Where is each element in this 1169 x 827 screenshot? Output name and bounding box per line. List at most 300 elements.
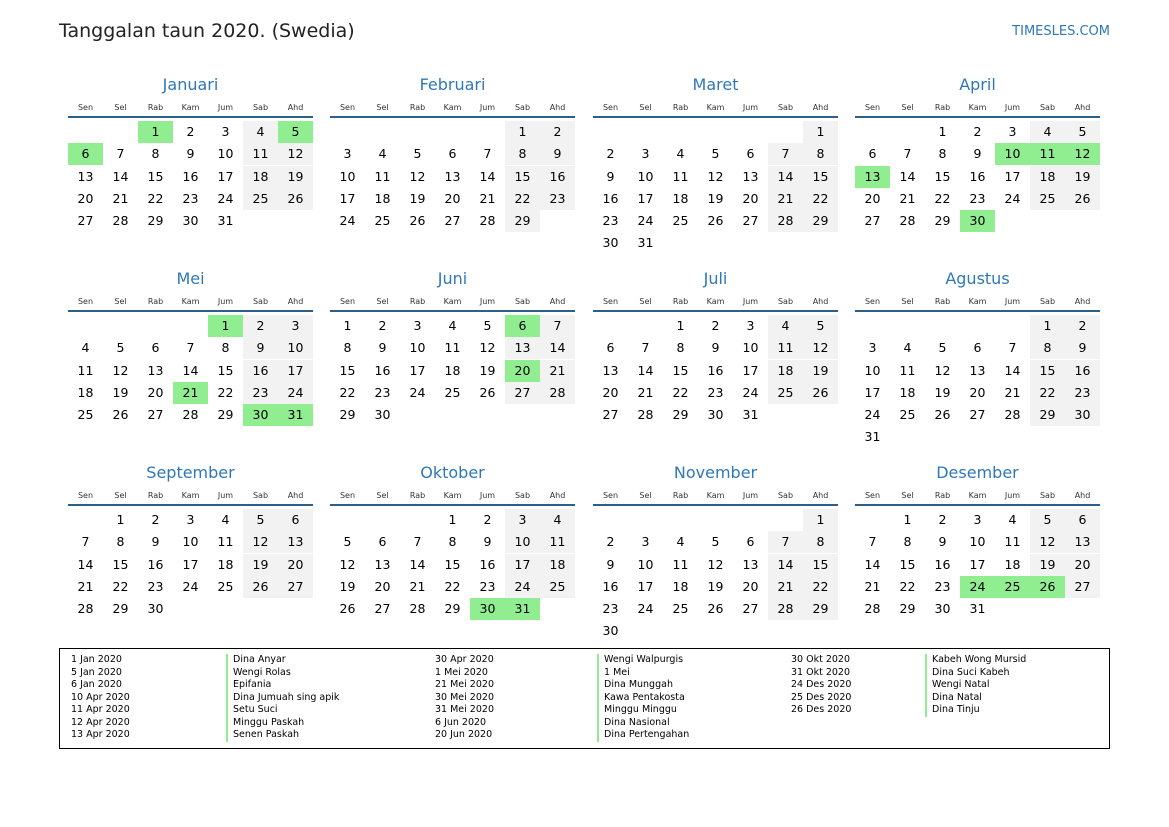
weekday-header: Jum bbox=[479, 103, 496, 112]
holiday-name: Dina Pertengahan bbox=[597, 729, 689, 742]
day-cell: 11 bbox=[77, 362, 94, 378]
day-cell: 19 bbox=[278, 166, 313, 188]
month-header-rule bbox=[593, 310, 838, 312]
day-cell: 19 bbox=[707, 578, 724, 594]
weekday-header: Sen bbox=[602, 491, 619, 500]
day-cell: 28 bbox=[540, 382, 575, 404]
weekday-header: Jum bbox=[742, 491, 759, 500]
weekday-header: Rab bbox=[934, 297, 951, 306]
day-cell: 4 bbox=[676, 146, 685, 162]
day-cell: 6 bbox=[448, 146, 457, 162]
weekday-header: Sen bbox=[339, 491, 356, 500]
weekday-header: Sel bbox=[901, 297, 914, 306]
day-cell: 3 bbox=[413, 318, 422, 333]
day-cell: 9 bbox=[973, 146, 982, 162]
day-cell: 12 bbox=[112, 362, 129, 378]
weekday-header: Sel bbox=[114, 103, 127, 112]
month-name: Maret bbox=[692, 75, 739, 94]
month-header-rule bbox=[593, 504, 838, 506]
day-cell: 18 bbox=[243, 166, 278, 188]
day-cell: 18 bbox=[1030, 166, 1065, 188]
day-cell: 17 bbox=[864, 384, 881, 400]
holiday-day-cell: 21 bbox=[173, 382, 208, 404]
day-cell: 28 bbox=[77, 601, 94, 616]
holiday-date: 13 Apr 2020 bbox=[71, 729, 130, 740]
day-cell: 25 bbox=[1030, 188, 1065, 210]
day-cell: 21 bbox=[899, 190, 916, 206]
day-cell: 3 bbox=[186, 512, 195, 527]
day-cell: 14 bbox=[182, 362, 199, 378]
weekday-header: Sen bbox=[77, 297, 94, 306]
day-cell: 12 bbox=[803, 337, 838, 359]
day-cell: 16 bbox=[243, 360, 278, 382]
month-name: Juni bbox=[437, 269, 468, 288]
day-cell: 10 bbox=[409, 340, 426, 356]
day-cell: 14 bbox=[77, 556, 94, 572]
day-cell: 16 bbox=[602, 578, 619, 594]
day-cell: 21 bbox=[637, 384, 654, 400]
day-cell: 4 bbox=[243, 121, 278, 143]
day-cell: 24 bbox=[339, 213, 356, 228]
day-cell: 26 bbox=[1065, 188, 1100, 210]
day-cell: 22 bbox=[672, 384, 689, 400]
holiday-date: 20 Jun 2020 bbox=[435, 729, 493, 740]
holiday-day-cell: 6 bbox=[505, 315, 540, 337]
holiday-dates-col-1 bbox=[71, 654, 130, 742]
holiday-date: 31 Mei 2020 bbox=[435, 704, 494, 715]
weekday-header: Jum bbox=[479, 297, 496, 306]
day-cell: 25 bbox=[374, 213, 391, 228]
month-header-rule bbox=[330, 116, 575, 118]
weekday-header: Jum bbox=[1004, 297, 1021, 306]
month-header-rule bbox=[68, 504, 313, 506]
holiday-day-cell: 31 bbox=[505, 598, 540, 620]
day-cell: 28 bbox=[864, 601, 881, 616]
day-cell: 7 bbox=[540, 315, 575, 337]
day-cell: 7 bbox=[641, 340, 650, 356]
day-cell: 4 bbox=[378, 146, 387, 162]
day-cell: 5 bbox=[711, 534, 720, 550]
day-cell: 22 bbox=[1030, 382, 1065, 404]
day-cell: 27 bbox=[969, 407, 986, 422]
holiday-day-cell: 5 bbox=[278, 121, 313, 143]
weekday-header: Kam bbox=[706, 103, 725, 112]
day-cell: 18 bbox=[374, 190, 391, 206]
day-cell: 23 bbox=[243, 382, 278, 404]
day-cell: 25 bbox=[217, 578, 234, 594]
day-cell: 20 bbox=[278, 554, 313, 576]
weekday-header: Rab bbox=[409, 103, 426, 112]
day-cell: 19 bbox=[112, 384, 129, 400]
day-cell: 27 bbox=[742, 213, 759, 228]
month-header-rule bbox=[330, 310, 575, 312]
day-cell: 13 bbox=[147, 362, 164, 378]
weekday-header: Kam bbox=[443, 103, 462, 112]
day-cell: 4 bbox=[448, 318, 457, 333]
holiday-day-cell: 30 bbox=[243, 404, 278, 426]
day-cell: 9 bbox=[243, 337, 278, 359]
day-cell: 6 bbox=[278, 509, 313, 531]
day-cell: 25 bbox=[672, 213, 689, 228]
day-cell: 13 bbox=[969, 362, 986, 378]
holiday-name: Wengi Walpurgis bbox=[597, 654, 689, 667]
day-cell: 11 bbox=[672, 556, 689, 572]
day-cell: 23 bbox=[540, 188, 575, 210]
day-cell: 9 bbox=[151, 534, 160, 550]
day-cell: 23 bbox=[602, 601, 619, 616]
day-cell: 19 bbox=[934, 384, 951, 400]
weekday-header: Ahd bbox=[549, 297, 566, 306]
day-cell: 10 bbox=[278, 337, 313, 359]
day-cell: 23 bbox=[934, 578, 951, 594]
day-cell: 25 bbox=[77, 407, 94, 422]
day-cell: 7 bbox=[768, 143, 803, 165]
weekday-header: Sen bbox=[602, 297, 619, 306]
day-cell: 24 bbox=[217, 190, 234, 206]
month-name: September bbox=[146, 463, 235, 482]
day-cell: 26 bbox=[934, 407, 951, 422]
day-cell: 7 bbox=[186, 340, 195, 356]
day-cell: 25 bbox=[243, 188, 278, 210]
day-cell: 10 bbox=[182, 534, 199, 550]
day-cell: 29 bbox=[147, 213, 164, 228]
day-cell: 8 bbox=[803, 143, 838, 165]
holiday-name: Dina Anyar bbox=[226, 654, 339, 667]
day-cell: 30 bbox=[1065, 404, 1100, 426]
weekday-header: Ahd bbox=[287, 297, 304, 306]
day-cell: 2 bbox=[1065, 315, 1100, 337]
holiday-date: 6 Jan 2020 bbox=[71, 679, 122, 690]
day-cell: 27 bbox=[147, 407, 164, 422]
day-cell: 14 bbox=[864, 556, 881, 572]
day-cell: 31 bbox=[217, 213, 234, 228]
day-cell: 28 bbox=[899, 213, 916, 228]
day-cell: 26 bbox=[409, 213, 426, 228]
day-cell: 21 bbox=[768, 576, 803, 598]
holiday-name: Dina Natal bbox=[925, 692, 1026, 705]
weekday-header: Jum bbox=[1004, 103, 1021, 112]
holiday-date: 1 Jan 2020 bbox=[71, 654, 122, 665]
day-cell: 15 bbox=[899, 556, 916, 572]
day-cell: 25 bbox=[444, 384, 461, 400]
weekday-header: Sel bbox=[114, 491, 127, 500]
day-cell: 28 bbox=[112, 213, 129, 228]
weekday-header: Ahd bbox=[549, 103, 566, 112]
day-cell: 12 bbox=[1030, 531, 1065, 553]
day-cell: 18 bbox=[1004, 556, 1021, 572]
day-cell: 20 bbox=[77, 190, 94, 206]
weekday-header: Sel bbox=[376, 297, 389, 306]
day-cell: 16 bbox=[969, 168, 986, 184]
holiday-dates-col-2 bbox=[435, 654, 494, 742]
day-cell: 7 bbox=[483, 146, 492, 162]
day-cell: 21 bbox=[77, 578, 94, 594]
day-cell: 9 bbox=[378, 340, 387, 356]
weekday-header: Rab bbox=[409, 297, 426, 306]
day-cell: 4 bbox=[221, 512, 230, 527]
holiday-name: Kawa Pentakosta bbox=[597, 692, 689, 705]
weekday-header: Sen bbox=[77, 103, 94, 112]
day-cell: 4 bbox=[903, 340, 912, 356]
day-cell: 10 bbox=[339, 168, 356, 184]
day-cell: 31 bbox=[637, 235, 654, 251]
month-name: Juli bbox=[703, 269, 728, 288]
holiday-name: Setu Suci bbox=[226, 704, 339, 717]
day-cell: 15 bbox=[444, 556, 461, 572]
day-cell: 18 bbox=[444, 362, 461, 378]
day-cell: 1 bbox=[803, 121, 838, 143]
day-cell: 26 bbox=[243, 576, 278, 598]
day-cell: 16 bbox=[147, 556, 164, 572]
weekday-header: Rab bbox=[672, 103, 689, 112]
day-cell: 29 bbox=[803, 210, 838, 232]
day-cell: 10 bbox=[637, 168, 654, 184]
weekday-header: Sen bbox=[77, 491, 94, 500]
day-cell: 8 bbox=[343, 340, 352, 356]
day-cell: 2 bbox=[243, 315, 278, 337]
day-cell: 17 bbox=[1004, 168, 1021, 184]
day-cell: 17 bbox=[339, 190, 356, 206]
day-cell: 20 bbox=[742, 578, 759, 594]
day-cell: 30 bbox=[602, 623, 619, 639]
holiday-name: Minggu Paskah bbox=[226, 717, 339, 730]
holiday-day-cell: 11 bbox=[1030, 143, 1065, 165]
holiday-list bbox=[59, 648, 1110, 749]
day-cell: 27 bbox=[1065, 576, 1100, 598]
day-cell: 9 bbox=[606, 556, 615, 572]
day-cell: 14 bbox=[112, 168, 129, 184]
day-cell: 31 bbox=[742, 407, 759, 422]
day-cell: 15 bbox=[112, 556, 129, 572]
day-cell: 16 bbox=[182, 168, 199, 184]
month-header-rule bbox=[593, 116, 838, 118]
day-cell: 27 bbox=[864, 213, 881, 228]
day-cell: 28 bbox=[479, 213, 496, 228]
day-cell: 16 bbox=[374, 362, 391, 378]
day-cell: 28 bbox=[1004, 407, 1021, 422]
day-cell: 1 bbox=[448, 512, 457, 527]
day-cell: 19 bbox=[707, 190, 724, 206]
weekday-header: Sab bbox=[514, 103, 531, 112]
day-cell: 13 bbox=[374, 556, 391, 572]
day-cell: 8 bbox=[903, 534, 912, 550]
day-cell: 27 bbox=[742, 601, 759, 616]
day-cell: 13 bbox=[278, 531, 313, 553]
day-cell: 26 bbox=[707, 601, 724, 616]
day-cell: 10 bbox=[742, 340, 759, 356]
day-cell: 29 bbox=[672, 407, 689, 422]
day-cell: 1 bbox=[1030, 315, 1065, 337]
day-cell: 20 bbox=[147, 384, 164, 400]
weekday-header: Kam bbox=[181, 297, 200, 306]
day-cell: 16 bbox=[602, 190, 619, 206]
weekday-header: Rab bbox=[147, 491, 164, 500]
brand-link[interactable]: TIMESLES.COM bbox=[1012, 24, 1110, 39]
weekday-header: Sen bbox=[602, 103, 619, 112]
day-cell: 12 bbox=[934, 362, 951, 378]
day-cell: 27 bbox=[444, 213, 461, 228]
day-cell: 8 bbox=[448, 534, 457, 550]
holiday-date: 31 Okt 2020 bbox=[791, 666, 851, 678]
day-cell: 23 bbox=[182, 190, 199, 206]
day-cell: 22 bbox=[147, 190, 164, 206]
day-cell: 26 bbox=[479, 384, 496, 400]
day-cell: 29 bbox=[934, 213, 951, 228]
day-cell: 2 bbox=[483, 512, 492, 527]
day-cell: 19 bbox=[1030, 554, 1065, 576]
weekday-header: Jum bbox=[217, 297, 234, 306]
holiday-date: 24 Des 2020 bbox=[791, 679, 852, 690]
day-cell: 18 bbox=[672, 578, 689, 594]
day-cell: 6 bbox=[151, 340, 160, 356]
weekday-header: Sab bbox=[777, 297, 794, 306]
day-cell: 10 bbox=[217, 146, 234, 162]
day-cell: 19 bbox=[1065, 166, 1100, 188]
day-cell: 17 bbox=[969, 556, 986, 572]
holiday-date: 1 Mei 2020 bbox=[435, 666, 488, 678]
day-cell: 30 bbox=[934, 601, 951, 616]
day-cell: 9 bbox=[938, 534, 947, 550]
weekday-header: Jum bbox=[217, 103, 234, 112]
day-cell: 14 bbox=[1004, 362, 1021, 378]
day-cell: 17 bbox=[742, 362, 759, 378]
day-cell: 5 bbox=[413, 146, 422, 162]
day-cell: 20 bbox=[602, 384, 619, 400]
day-cell: 19 bbox=[243, 554, 278, 576]
day-cell: 13 bbox=[444, 168, 461, 184]
holiday-date: 30 Apr 2020 bbox=[435, 654, 494, 665]
holiday-day-cell: 26 bbox=[1030, 576, 1065, 598]
day-cell: 7 bbox=[413, 534, 422, 550]
day-cell: 3 bbox=[641, 146, 650, 162]
day-cell: 10 bbox=[637, 556, 654, 572]
day-cell: 8 bbox=[803, 531, 838, 553]
day-cell: 26 bbox=[707, 213, 724, 228]
day-cell: 1 bbox=[903, 512, 912, 527]
day-cell: 13 bbox=[505, 337, 540, 359]
holiday-day-cell: 1 bbox=[138, 121, 173, 143]
day-cell: 3 bbox=[746, 318, 755, 333]
month-header-rule bbox=[855, 116, 1100, 118]
day-cell: 4 bbox=[676, 534, 685, 550]
holiday-day-cell: 12 bbox=[1065, 143, 1100, 165]
day-cell: 16 bbox=[934, 556, 951, 572]
day-cell: 11 bbox=[374, 168, 391, 184]
day-cell: 1 bbox=[803, 509, 838, 531]
holiday-name: Kabeh Wong Mursid bbox=[925, 654, 1026, 667]
day-cell: 23 bbox=[602, 213, 619, 228]
day-cell: 21 bbox=[479, 190, 496, 206]
day-cell: 8 bbox=[116, 534, 125, 550]
weekday-header: Sel bbox=[376, 103, 389, 112]
day-cell: 6 bbox=[746, 534, 755, 550]
weekday-header: Sen bbox=[864, 103, 881, 112]
day-cell: 14 bbox=[899, 168, 916, 184]
day-cell: 14 bbox=[637, 362, 654, 378]
weekday-header: Rab bbox=[672, 297, 689, 306]
day-cell: 10 bbox=[969, 534, 986, 550]
day-cell: 7 bbox=[868, 534, 877, 550]
holiday-day-cell: 6 bbox=[68, 143, 103, 165]
day-cell: 15 bbox=[803, 166, 838, 188]
day-cell: 5 bbox=[803, 315, 838, 337]
holiday-date: 12 Apr 2020 bbox=[71, 716, 130, 728]
day-cell: 21 bbox=[409, 578, 426, 594]
day-cell: 23 bbox=[969, 190, 986, 206]
weekday-header: Kam bbox=[968, 103, 987, 112]
day-cell: 10 bbox=[864, 362, 881, 378]
day-cell: 5 bbox=[1030, 509, 1065, 531]
day-cell: 4 bbox=[540, 509, 575, 531]
day-cell: 25 bbox=[768, 382, 803, 404]
day-cell: 3 bbox=[278, 315, 313, 337]
day-cell: 22 bbox=[444, 578, 461, 594]
day-cell: 1 bbox=[938, 124, 947, 139]
day-cell: 24 bbox=[409, 384, 426, 400]
day-cell: 18 bbox=[672, 190, 689, 206]
day-cell: 29 bbox=[112, 601, 129, 616]
day-cell: 1 bbox=[676, 318, 685, 333]
day-cell: 24 bbox=[278, 382, 313, 404]
day-cell: 27 bbox=[602, 407, 619, 422]
weekday-header: Kam bbox=[181, 103, 200, 112]
holiday-name: 1 Mei bbox=[597, 667, 689, 680]
holiday-day-cell: 30 bbox=[470, 598, 505, 620]
day-cell: 24 bbox=[1004, 190, 1021, 206]
weekday-header: Kam bbox=[443, 297, 462, 306]
day-cell: 7 bbox=[1008, 340, 1017, 356]
holiday-day-cell: 25 bbox=[995, 576, 1030, 598]
holiday-date: 5 Jan 2020 bbox=[71, 666, 122, 678]
day-cell: 3 bbox=[221, 124, 230, 139]
day-cell: 5 bbox=[711, 146, 720, 162]
holiday-name: Senen Paskah bbox=[226, 729, 339, 742]
day-cell: 11 bbox=[768, 337, 803, 359]
holiday-date: 25 Des 2020 bbox=[791, 691, 852, 703]
day-cell: 25 bbox=[672, 601, 689, 616]
weekday-header: Rab bbox=[934, 103, 951, 112]
day-cell: 3 bbox=[641, 534, 650, 550]
day-cell: 6 bbox=[378, 534, 387, 550]
day-cell: 18 bbox=[768, 360, 803, 382]
day-cell: 19 bbox=[479, 362, 496, 378]
holiday-day-cell: 20 bbox=[505, 360, 540, 382]
holiday-day-cell: 30 bbox=[960, 210, 995, 232]
day-cell: 24 bbox=[505, 576, 540, 598]
day-cell: 22 bbox=[803, 188, 838, 210]
weekday-header: Kam bbox=[968, 297, 987, 306]
day-cell: 9 bbox=[540, 143, 575, 165]
holiday-name: Epifania bbox=[226, 679, 339, 692]
weekday-header: Ahd bbox=[1074, 297, 1091, 306]
day-cell: 7 bbox=[81, 534, 90, 550]
day-cell: 29 bbox=[505, 210, 540, 232]
day-cell: 12 bbox=[479, 340, 496, 356]
weekday-header: Jum bbox=[479, 491, 496, 500]
weekday-header: Jum bbox=[217, 491, 234, 500]
day-cell: 16 bbox=[1065, 360, 1100, 382]
day-cell: 29 bbox=[339, 407, 356, 422]
weekday-header: Ahd bbox=[287, 103, 304, 112]
weekday-header: Ahd bbox=[812, 491, 829, 500]
day-cell: 2 bbox=[973, 124, 982, 139]
holiday-name: Wengi Rolas bbox=[226, 667, 339, 680]
holiday-day-cell: 31 bbox=[278, 404, 313, 426]
day-cell: 15 bbox=[147, 168, 164, 184]
day-cell: 11 bbox=[444, 340, 461, 356]
day-cell: 13 bbox=[742, 168, 759, 184]
weekday-header: Ahd bbox=[812, 103, 829, 112]
